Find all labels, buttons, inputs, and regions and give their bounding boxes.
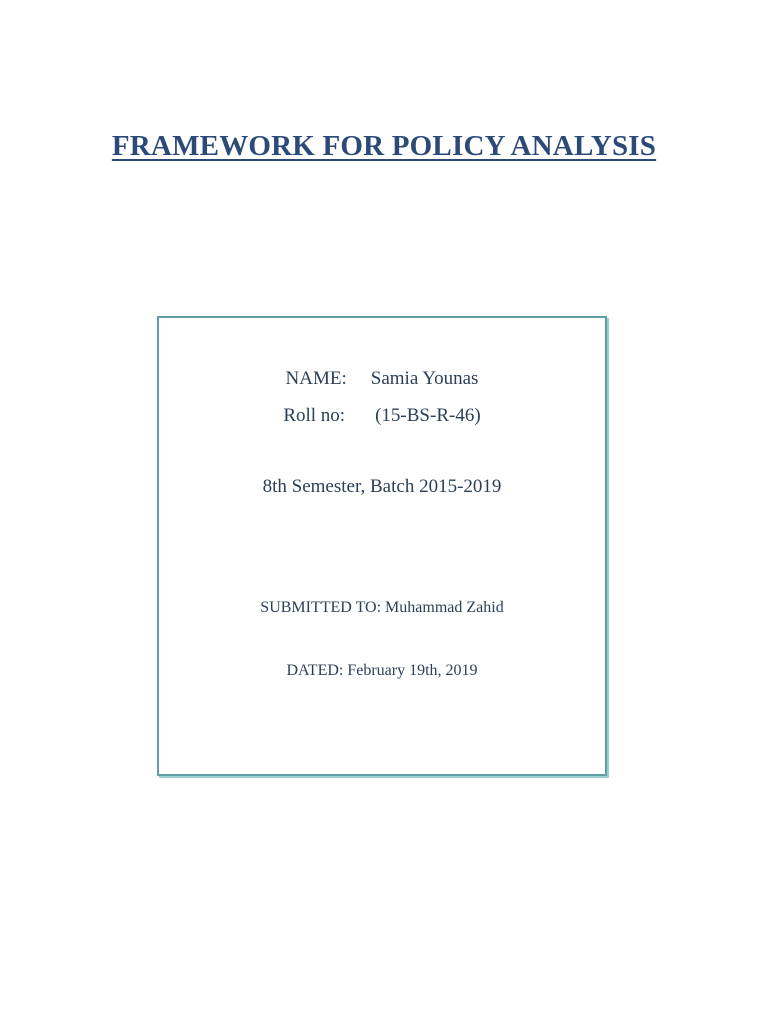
roll-value: (15-BS-R-46) xyxy=(375,405,481,426)
roll-line xyxy=(159,405,605,427)
semester-line: 8th Semester, Batch 2015-2019 xyxy=(262,476,502,497)
dated-line: DATED: February 19th, 2019 xyxy=(286,662,478,679)
name-label: NAME: xyxy=(285,368,347,389)
name-line xyxy=(159,368,605,390)
submitted-line: SUBMITTED TO: Muhammad Zahid xyxy=(260,599,504,616)
name-value: Samia Younas xyxy=(370,368,479,389)
page-title: FRAMEWORK FOR POLICY ANALYSIS xyxy=(111,130,657,162)
roll-label: Roll no: xyxy=(283,405,346,426)
info-box xyxy=(157,316,607,776)
